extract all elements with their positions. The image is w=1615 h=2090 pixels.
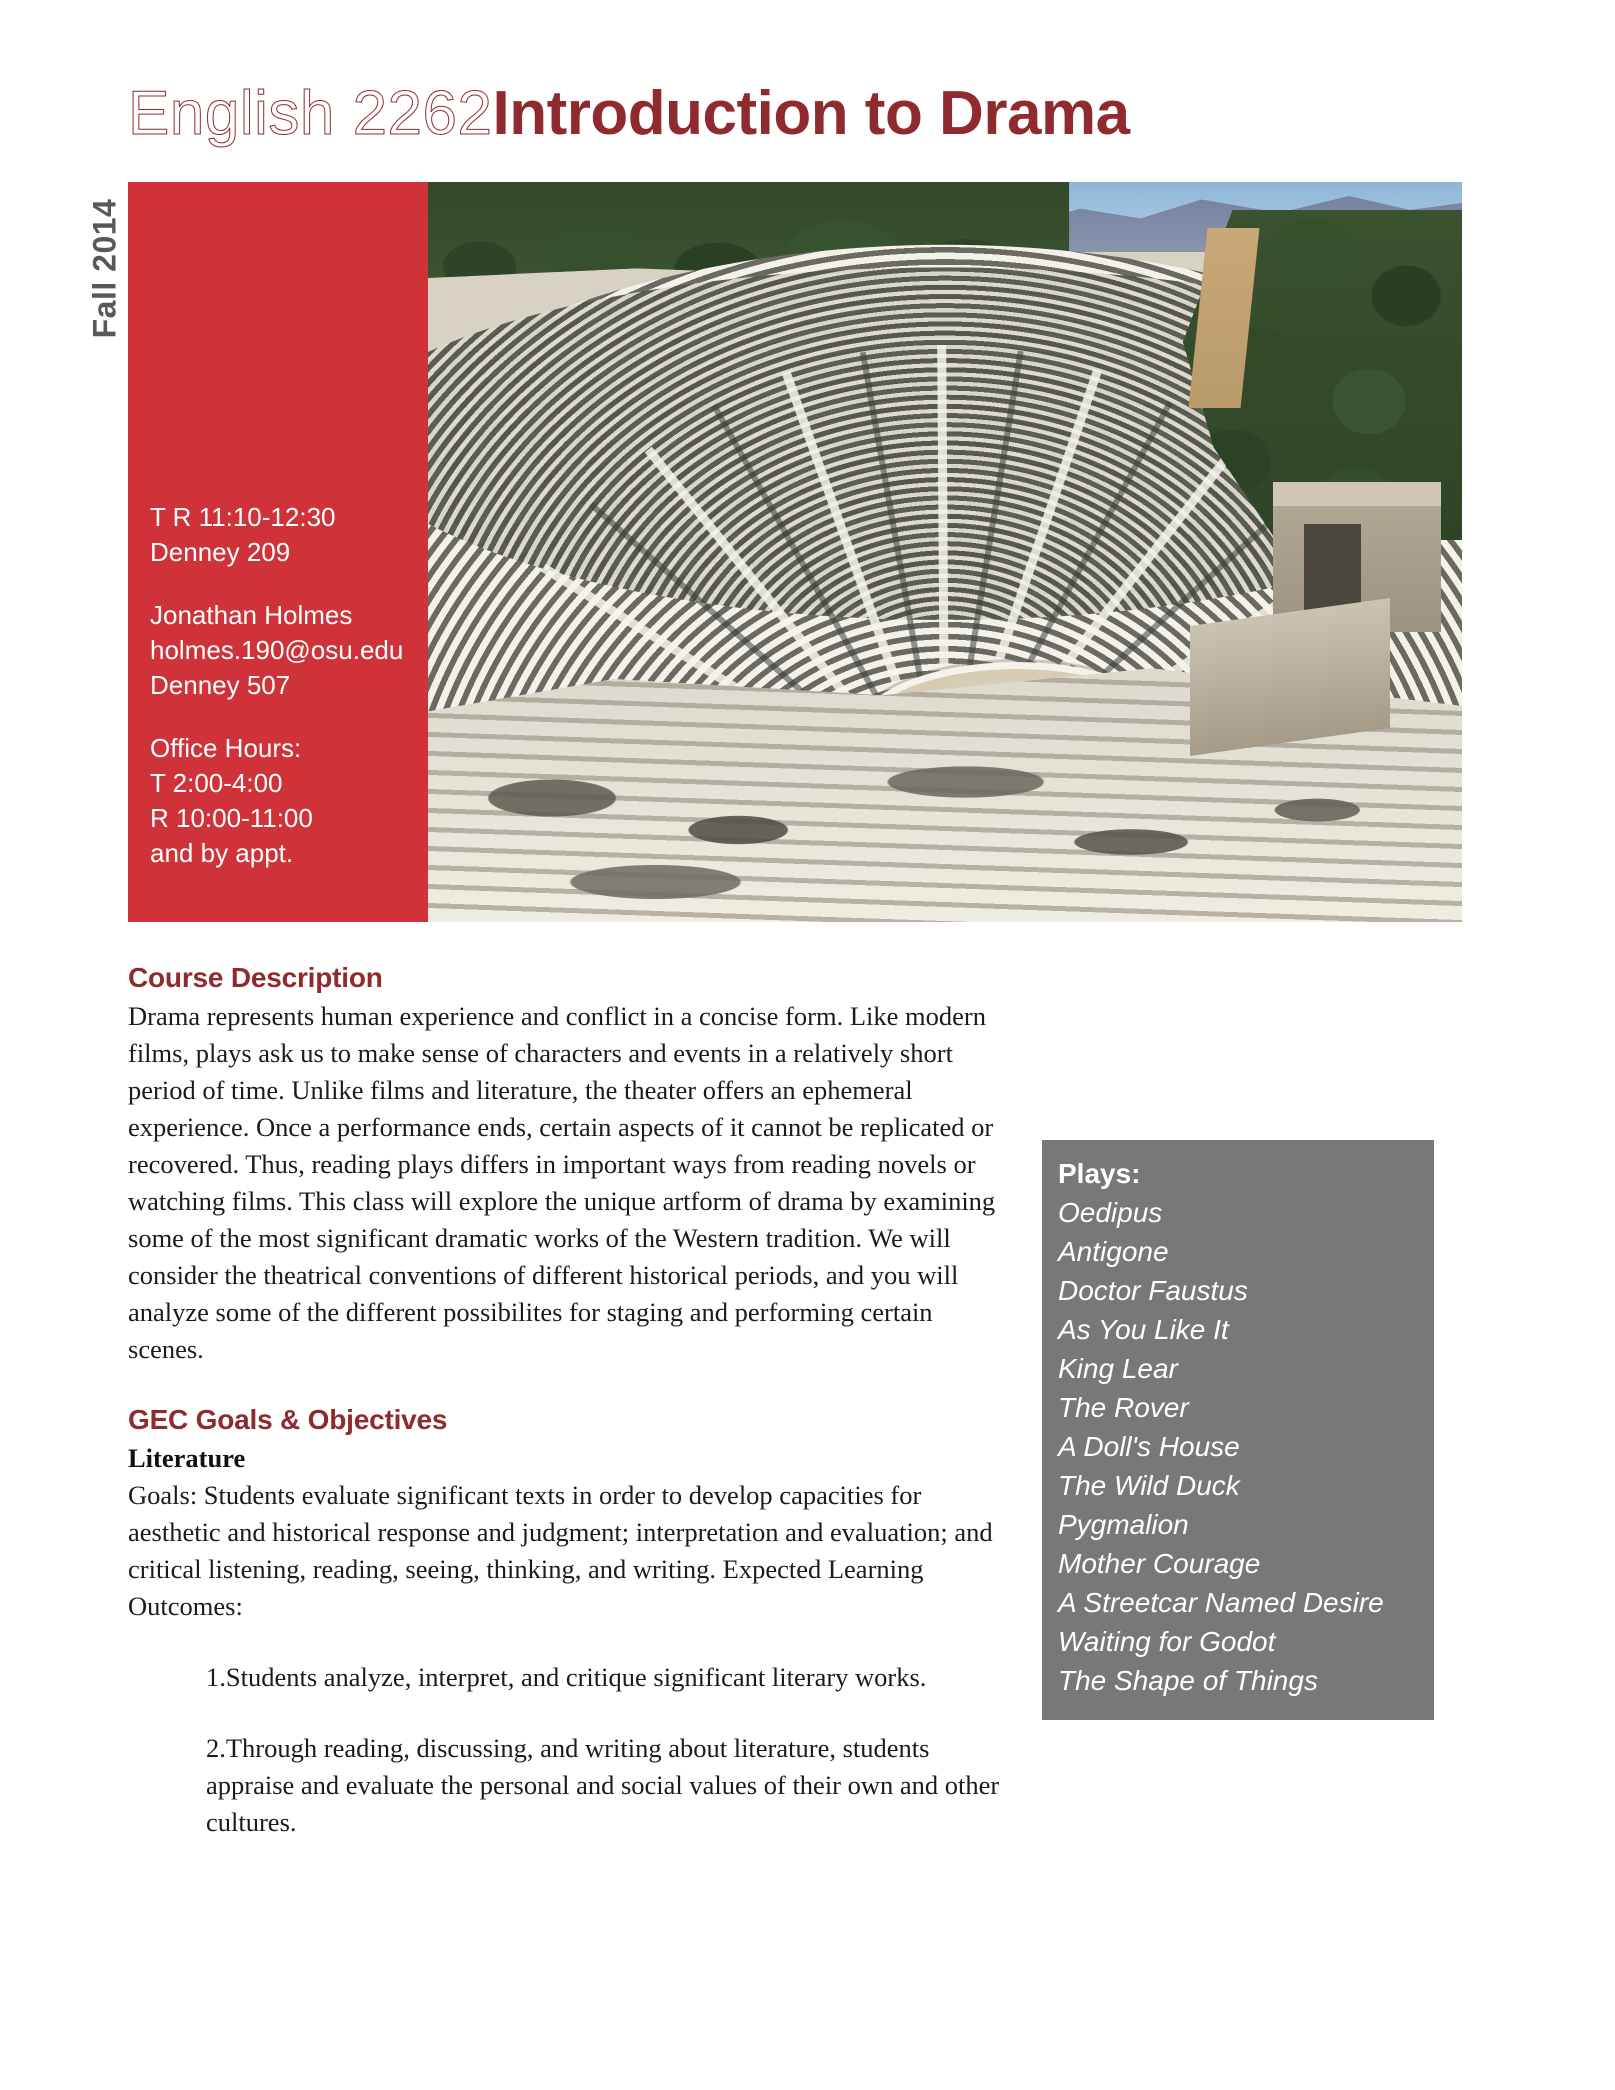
term-label: Fall 2014 — [86, 198, 123, 339]
play-item: Oedipus — [1058, 1197, 1163, 1228]
instructor-office: Denney 507 — [150, 670, 291, 700]
play-item: As You Like It — [1058, 1314, 1229, 1345]
spacer — [128, 1625, 1008, 1659]
gec-goals-heading: GEC Goals & Objectives — [128, 1404, 448, 1435]
office-hours-thursday: R 10:00-11:00 — [150, 803, 313, 833]
play-item: Mother Courage — [1058, 1548, 1261, 1579]
course-description-body: Drama represents human experience and conflict in a concise form. Like modern films, plays ask us to make sense of characters and events in a relatively short period of time. Unlike films and literature, the theater offers an ephemeral experience. Once a performance ends, certain aspects of it cannot be replicated or recovered. Thus, reading plays differs in important ways from reading novels or watching films. This class will explore the unique artform of drama by examining some of the most significant dramatic works of the Western tradition. We will consider the theatrical conventions of different historical periods, and you will analyze some of the different possibilites for staging and performing certain scenes. — [128, 1001, 996, 1364]
stone-rubble — [428, 722, 1462, 922]
course-info-panel — [128, 182, 428, 922]
banner — [128, 182, 1462, 922]
instructor-email[interactable]: holmes.190@osu.edu — [150, 635, 404, 665]
spacer — [150, 703, 403, 731]
play-item: A Doll's House — [1058, 1431, 1240, 1462]
gec-goals-body: Goals: Students evaluate significant texts in order to develop capacities for aesthetic and historical response and judgment; interpretation and evaluation; and critical listening, reading, seeing, thinking, and writing. Expected Learning Outcomes: — [128, 1480, 993, 1621]
play-item: A Streetcar Named Desire — [1058, 1587, 1384, 1618]
course-description-heading: Course Description — [128, 962, 383, 993]
spacer — [150, 570, 403, 598]
plays-list — [1058, 1193, 1434, 1700]
spacer — [128, 1368, 1008, 1404]
play-item: Waiting for Godot — [1058, 1626, 1276, 1657]
meeting-room: Denney 209 — [150, 537, 291, 567]
learning-outcome-1: 1.Students analyze, interpret, and critique significant literary works. — [206, 1662, 927, 1692]
epidaurus-theatre-photo — [428, 182, 1462, 922]
gec-goals-subheading: Literature — [128, 1443, 246, 1473]
spacer — [128, 1696, 1008, 1730]
meeting-time: T R 11:10-12:30 — [150, 502, 336, 532]
play-item: Doctor Faustus — [1058, 1275, 1248, 1306]
page-title — [128, 78, 1130, 149]
office-hours-tuesday: T 2:00-4:00 — [150, 768, 283, 798]
plays-box — [1042, 1140, 1434, 1720]
play-item: The Wild Duck — [1058, 1470, 1240, 1501]
learning-outcome-2: 2.Through reading, discussing, and writing about literature, students appraise and evaluate the personal and social values of their own and other cultures. — [206, 1733, 1000, 1837]
office-hours-note: and by appt. — [150, 838, 294, 868]
office-hours-label: Office Hours: — [150, 733, 302, 763]
play-item: The Shape of Things — [1058, 1665, 1318, 1696]
play-item: King Lear — [1058, 1353, 1178, 1384]
main-content — [128, 962, 1008, 1841]
plays-box-title: Plays: — [1058, 1158, 1141, 1189]
play-item: The Rover — [1058, 1392, 1189, 1423]
play-item: Antigone — [1058, 1236, 1169, 1267]
course-info-text — [150, 500, 403, 871]
course-title: Introduction to Drama — [492, 79, 1130, 148]
instructor-name: Jonathan Holmes — [150, 600, 353, 630]
play-item: Pygmalion — [1058, 1509, 1189, 1540]
course-code: English 2262 — [128, 79, 493, 148]
